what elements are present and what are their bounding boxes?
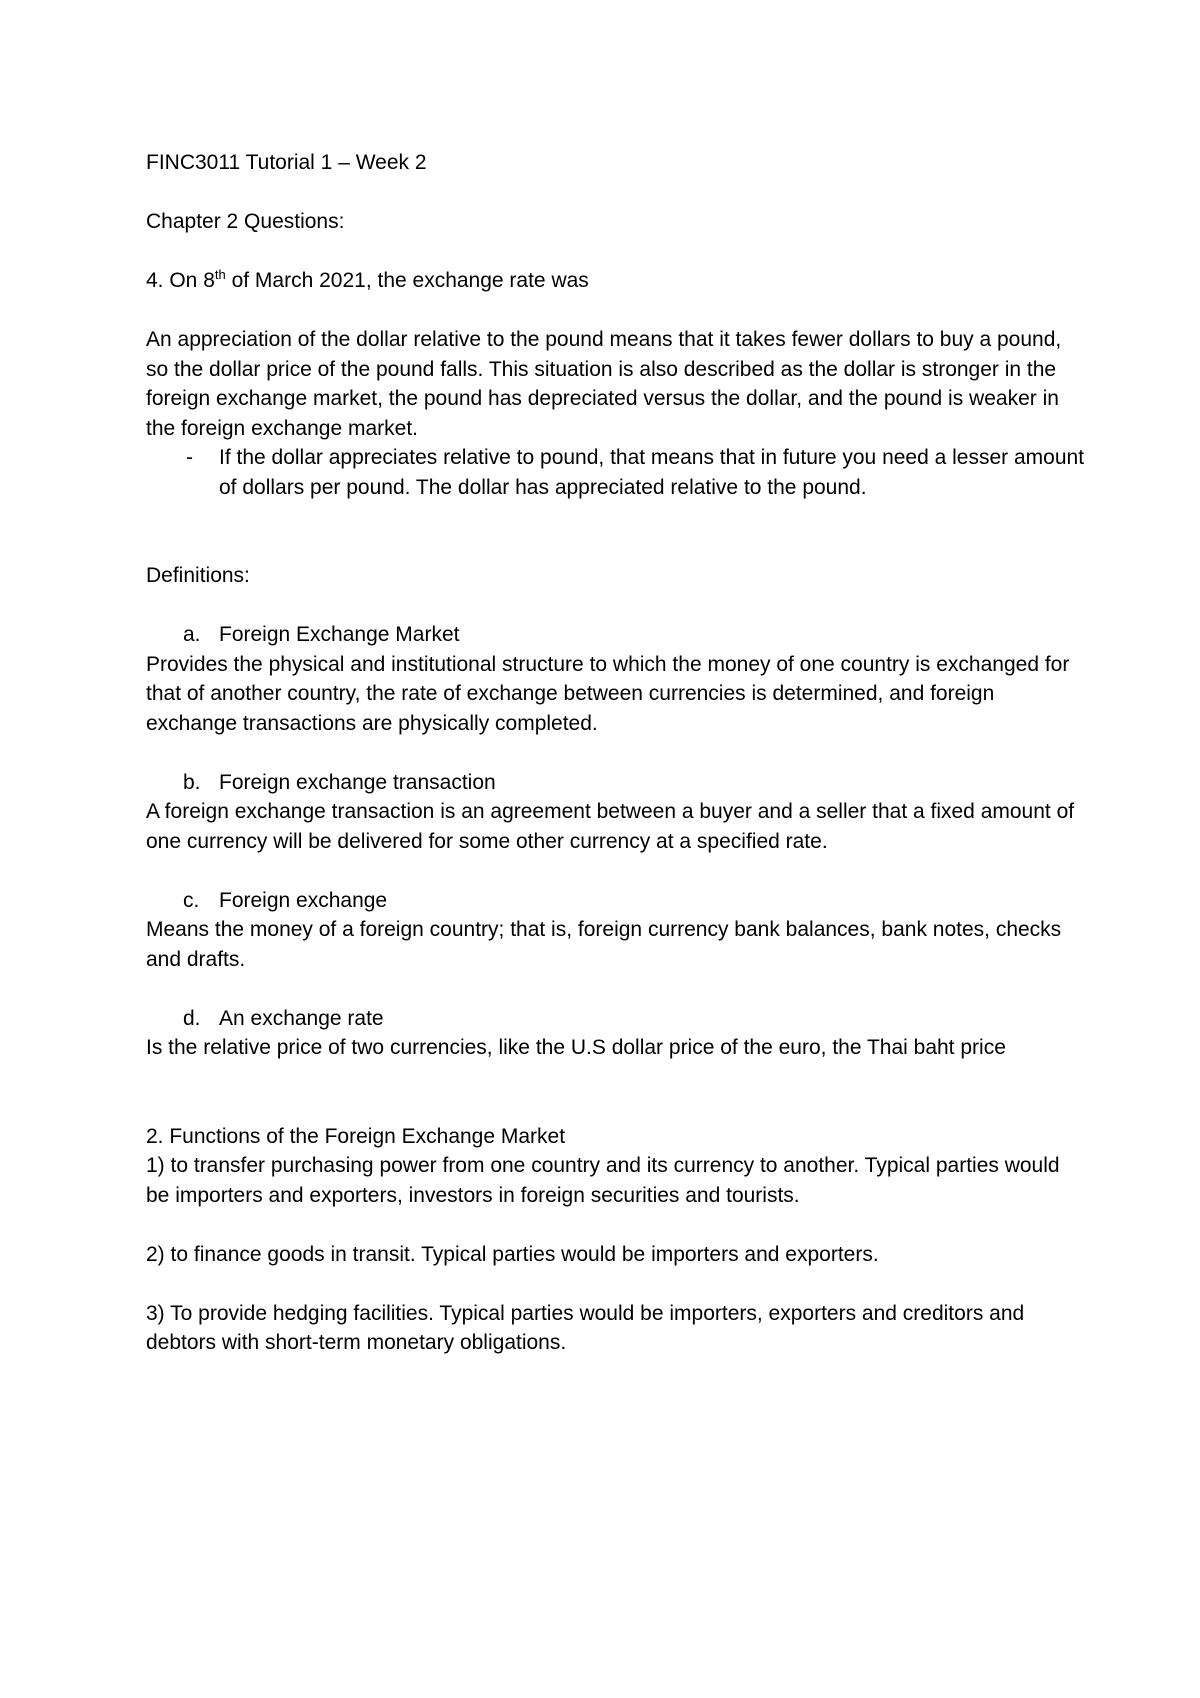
definitions-heading: Definitions: xyxy=(146,564,250,587)
functions-heading: 2. Functions of the Foreign Exchange Market xyxy=(146,1124,566,1148)
question-4-superscript: th xyxy=(214,267,226,282)
dash-list-item xyxy=(146,443,1086,502)
question-4 xyxy=(146,266,1086,296)
definition-term-text: Foreign exchange transaction xyxy=(219,770,496,794)
chapter-heading: Chapter 2 Questions: xyxy=(146,210,345,233)
function-item-1: 1) to transfer purchasing power from one country and its currency to another. Typical parties would be importers and exporters, investors in foreign securities and tourists. xyxy=(146,1154,1060,1207)
definition-term-b xyxy=(146,768,1086,798)
function-item-2: 2) to finance goods in transit. Typical parties would be importers and exporters. xyxy=(146,1242,879,1266)
definition-term-a xyxy=(146,620,1086,650)
appreciation-paragraph: An appreciation of the dollar relative to the pound means that it takes fewer dollars to buy a pound, so the dollar price of the pound falls. This situation is also described as the dollar is stronger in the foreign exchange market, the pound has depreciated versus the dollar, and the pound is weaker in the foreign exchange market. xyxy=(146,328,1062,440)
definition-letter: a. xyxy=(183,623,201,646)
dash-bullet: - xyxy=(186,446,193,469)
definition-text-b: A foreign exchange transaction is an agreement between a buyer and a seller that a fixed amount of one currency will be delivered for some other currency at a specified rate. xyxy=(146,800,1075,853)
definition-term-text: Foreign exchange xyxy=(219,888,388,912)
function-item-3: 3) To provide hedging facilities. Typical parties would be importers, exporters and creditors and debtors with short-term monetary obligations. xyxy=(146,1301,1025,1354)
question-4-suffix: of March 2021, the exchange rate was xyxy=(225,269,589,292)
definition-letter: b. xyxy=(183,770,201,794)
question-4-prefix: 4. On 8 xyxy=(146,269,215,292)
definition-text-d: Is the relative price of two currencies, like the U.S dollar price of the euro, the Thai baht price xyxy=(146,1036,1006,1059)
definition-letter: c. xyxy=(183,888,200,912)
definition-term-text: An exchange rate xyxy=(219,1006,384,1030)
definition-term-text: Foreign Exchange Market xyxy=(219,623,460,646)
definition-term-c xyxy=(146,886,1086,916)
document-body xyxy=(146,148,1086,1358)
dash-list-item-text: If the dollar appreciates relative to pound, that means that in future you need a lesser amount of dollars per pound. The dollar has appreciated relative to the pound. xyxy=(219,446,1085,499)
definition-text-c: Means the money of a foreign country; that is, foreign currency bank balances, bank notes, checks and drafts. xyxy=(146,918,1062,971)
definition-term-d xyxy=(146,1004,1086,1034)
document-title: FINC3011 Tutorial 1 – Week 2 xyxy=(146,151,427,174)
definition-letter: d. xyxy=(183,1006,201,1030)
definition-text-a: Provides the physical and institutional structure to which the money of one country is exchanged for that of another country, the rate of exchange between currencies is determined, and foreign exchange transactions are physically completed. xyxy=(146,652,1070,735)
